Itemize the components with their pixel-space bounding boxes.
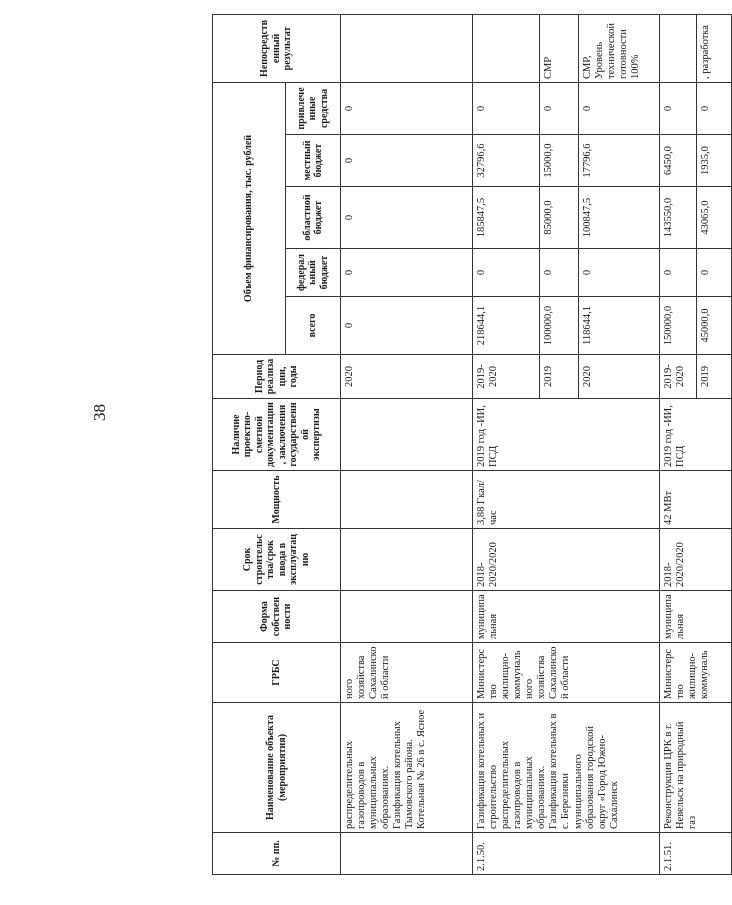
cell-attracted: 0 [579, 82, 660, 134]
cell-period: 2020 [579, 355, 660, 399]
cell-result: СМР [540, 14, 579, 82]
header-regional: областной бюджет [286, 187, 341, 249]
header-result: Непосредственный результат [213, 14, 341, 82]
cell-local: 0 [341, 135, 473, 187]
cell-federal: 0 [579, 249, 660, 297]
cell-total: 100000,0 [540, 297, 579, 355]
cell-total: 218644,1 [473, 297, 540, 355]
cell-total: 150000,0 [660, 297, 697, 355]
cell-name: распределительных газопроводов в муниципальных образованиях. Газификация котельных Тымовского района. Котельная № 26 в с. Ясное [341, 703, 473, 833]
cell-federal: 0 [341, 249, 473, 297]
cell-grbs: Министерство жилищно-коммуналь [660, 643, 732, 703]
cell-federal: 0 [697, 249, 732, 297]
cell-psd: 2019 год -ИИ, ПСД [473, 399, 660, 471]
header-ownership: Форма собственности [213, 591, 341, 643]
table-row [660, 14, 697, 874]
header-attracted: привлеченные средства [286, 82, 341, 134]
cell-attracted: 0 [660, 82, 697, 134]
header-psd: Наличие проектно-сметной документации, заключения государственной экспертизы [213, 399, 341, 471]
cell-local: 17796,6 [579, 135, 660, 187]
cell-term: 2018-2020/2020 [660, 529, 732, 591]
cell-result [341, 14, 473, 82]
cell-total: 0 [341, 297, 473, 355]
cell-psd: 2019 год -ИИ, ПСД [660, 399, 732, 471]
cell-num: 2.1.51. [660, 833, 732, 875]
cell-period: 2019 [540, 355, 579, 399]
cell-regional: 100847,5 [579, 187, 660, 249]
cell-regional: 185847,5 [473, 187, 540, 249]
page-number: 38 [90, 404, 109, 421]
cell-period: 2020 [341, 355, 473, 399]
header-term: Срок строительства/срок ввода в эксплуатацию [213, 529, 341, 591]
cell-name: Газификация котельных и строительство распределительных газопроводов в муниципальных образованиях. Газификация котельных в с. Березняки муниципального образования городской округ «Город Южно-Сахалинск [473, 703, 660, 833]
cell-grbs: ного хозяйства Сахалинской области [341, 643, 473, 703]
cell-attracted: 0 [473, 82, 540, 134]
cell-federal: 0 [473, 249, 540, 297]
cell-local: 32796,6 [473, 135, 540, 187]
header-period: Период реализации, годы [213, 355, 341, 399]
cell-local: 15000,0 [540, 135, 579, 187]
header-capacity: Мощность [213, 471, 341, 529]
cell-psd [341, 399, 473, 471]
cell-num [341, 833, 473, 875]
cell-federal: 0 [660, 249, 697, 297]
cell-result [660, 14, 697, 82]
cell-attracted: 0 [697, 82, 732, 134]
header-local: местный бюджет [286, 135, 341, 187]
table-row [341, 14, 473, 874]
cell-regional: 43065,0 [697, 187, 732, 249]
table-row [473, 14, 540, 874]
cell-attracted: 0 [341, 82, 473, 134]
cell-local: 6450,0 [660, 135, 697, 187]
cell-name: Реконструкция ЦРК в г. Невельск на природный газ [660, 703, 732, 833]
header-funding: Объем финансирования, тыс. рублей [213, 82, 286, 354]
cell-total: 45000,0 [697, 297, 732, 355]
rotated-table-container [212, 15, 711, 875]
cell-term [341, 529, 473, 591]
cell-result [473, 14, 540, 82]
cell-result: СМР, Уровень технической готовности 100% [579, 14, 660, 82]
cell-local: 1935,0 [697, 135, 732, 187]
cell-total: 118644,1 [579, 297, 660, 355]
header-name: Наименование объекта (мероприятия) [213, 703, 341, 833]
cell-capacity: 3,88 Гкал/час [473, 471, 660, 529]
header-num: № пп. [213, 833, 341, 875]
financing-table [212, 14, 732, 875]
header-grbs: ГРБС [213, 643, 341, 703]
cell-regional: 85000,0 [540, 187, 579, 249]
cell-ownership: муниципальная [473, 591, 660, 643]
cell-ownership: муниципальная [660, 591, 732, 643]
cell-period: 2019-2020 [473, 355, 540, 399]
header-federal: федеральный бюджет [286, 249, 341, 297]
cell-ownership [341, 591, 473, 643]
cell-regional: 143550,0 [660, 187, 697, 249]
cell-regional: 0 [341, 187, 473, 249]
header-total: всего [286, 297, 341, 355]
cell-attracted: 0 [540, 82, 579, 134]
cell-term: 2018-2020/2020 [473, 529, 660, 591]
cell-result: , разработка [697, 14, 732, 82]
cell-num: 2.1.50. [473, 833, 660, 875]
header-row [213, 14, 286, 874]
cell-federal: 0 [540, 249, 579, 297]
cell-capacity [341, 471, 473, 529]
cell-period: 2019-2020 [660, 355, 697, 399]
cell-period: 2019 [697, 355, 732, 399]
cell-capacity: 42 МВт [660, 471, 732, 529]
cell-grbs: Министерство жилищно-коммунального хозяйства Сахалинской области [473, 643, 660, 703]
